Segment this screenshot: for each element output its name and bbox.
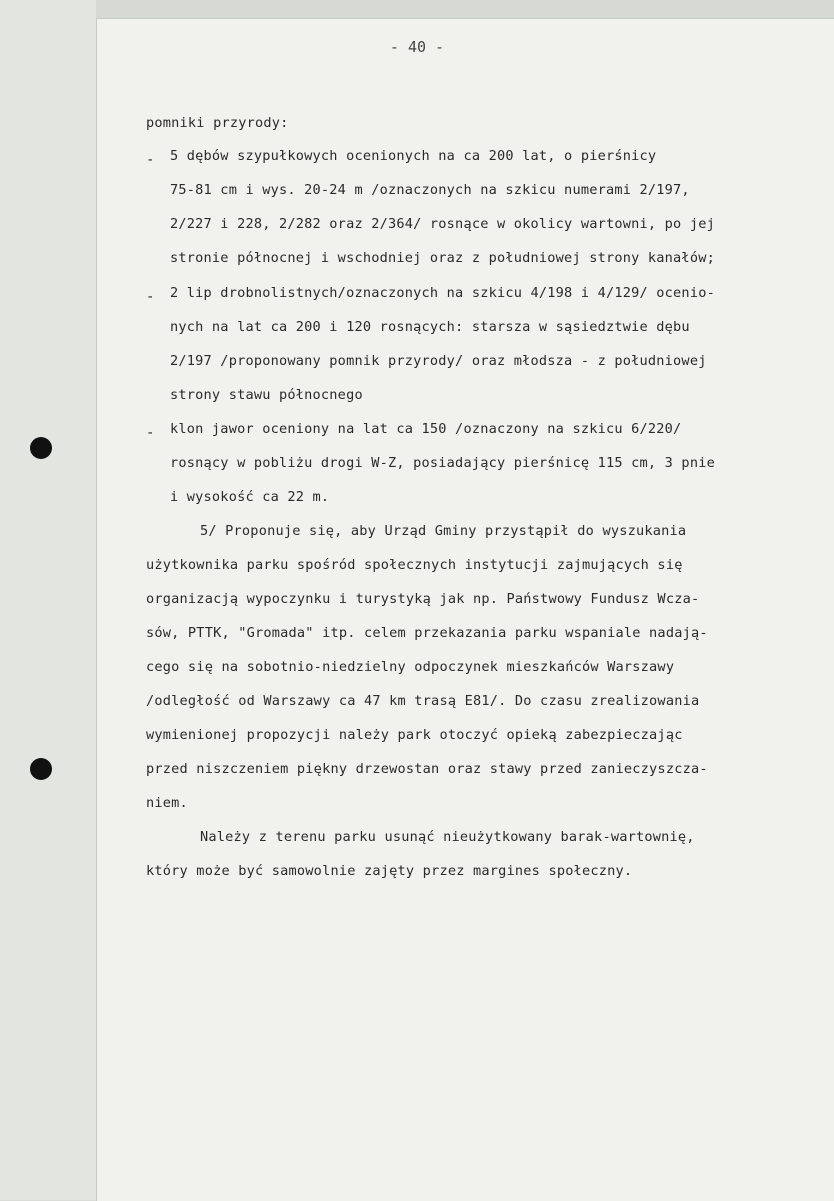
punch-hole-top [30, 437, 52, 459]
text-line: 2 lip drobnolistnych/oznaczonych na szkicu 4/198 i 4/129/ ocenio- [170, 285, 715, 301]
text-line: 75-81 cm i wys. 20-24 m /oznaczonych na szkicu numerami 2/197, [170, 182, 690, 198]
text-line: organizacją wypoczynku i turystyką jak np. Państwowy Fundusz Wcza- [146, 591, 700, 607]
text-line: pomniki przyrody: [146, 115, 289, 131]
punch-hole-bottom [30, 758, 52, 780]
bullet-dash: - [146, 289, 155, 305]
text-line: wymienionej propozycji należy park otoczyć opieką zabezpieczając [146, 727, 683, 743]
text-line: strony stawu północnego [170, 387, 363, 403]
text-line: 5 dębów szypułkowych ocenionych na ca 200 lat, o pierśnicy [170, 148, 657, 164]
page-number: - 40 - [389, 38, 445, 56]
text-line: nych na lat ca 200 i 120 rosnących: starsza w sąsiedztwie dębu [170, 319, 690, 335]
text-line: niem. [146, 795, 188, 811]
text-line: który może być samowolnie zajęty przez margines społeczny. [146, 863, 633, 879]
text-line: 2/197 /proponowany pomnik przyrody/ oraz młodsza - z południowej [170, 353, 707, 369]
scanner-background [0, 0, 96, 1200]
text-line: użytkownika parku spośród społecznych instytucji zajmujących się [146, 557, 683, 573]
text-line: przed niszczeniem piękny drzewostan oraz stawy przed zanieczyszcza- [146, 761, 708, 777]
text-line: Należy z terenu parku usunąć nieużytkowany barak-wartownię, [200, 829, 695, 845]
bullet-dash: - [146, 152, 155, 168]
text-line: sów, PTTK, "Gromada" itp. celem przekazania parku wspaniale nadają- [146, 625, 708, 641]
bullet-dash: - [146, 425, 155, 441]
text-line: 2/227 i 228, 2/282 oraz 2/364/ rosnące w okolicy wartowni, po jej [170, 216, 715, 232]
text-line: klon jawor oceniony na lat ca 150 /oznaczony na szkicu 6/220/ [170, 421, 682, 437]
text-line: /odległość od Warszawy ca 47 km trasą E81/. Do czasu zrealizowania [146, 693, 700, 709]
text-line: 5/ Proponuje się, aby Urząd Gminy przystąpił do wyszukania [200, 523, 687, 539]
scanner-top-edge [96, 0, 834, 18]
text-line: stronie północnej i wschodniej oraz z południowej strony kanałów; [170, 250, 715, 266]
text-line: rosnący w pobliżu drogi W-Z, posiadający pierśnicę 115 cm, 3 pnie [170, 455, 715, 471]
text-line: i wysokość ca 22 m. [170, 489, 330, 505]
text-line: cego się na sobotnio-niedzielny odpoczynek mieszkańców Warszawy [146, 659, 675, 675]
